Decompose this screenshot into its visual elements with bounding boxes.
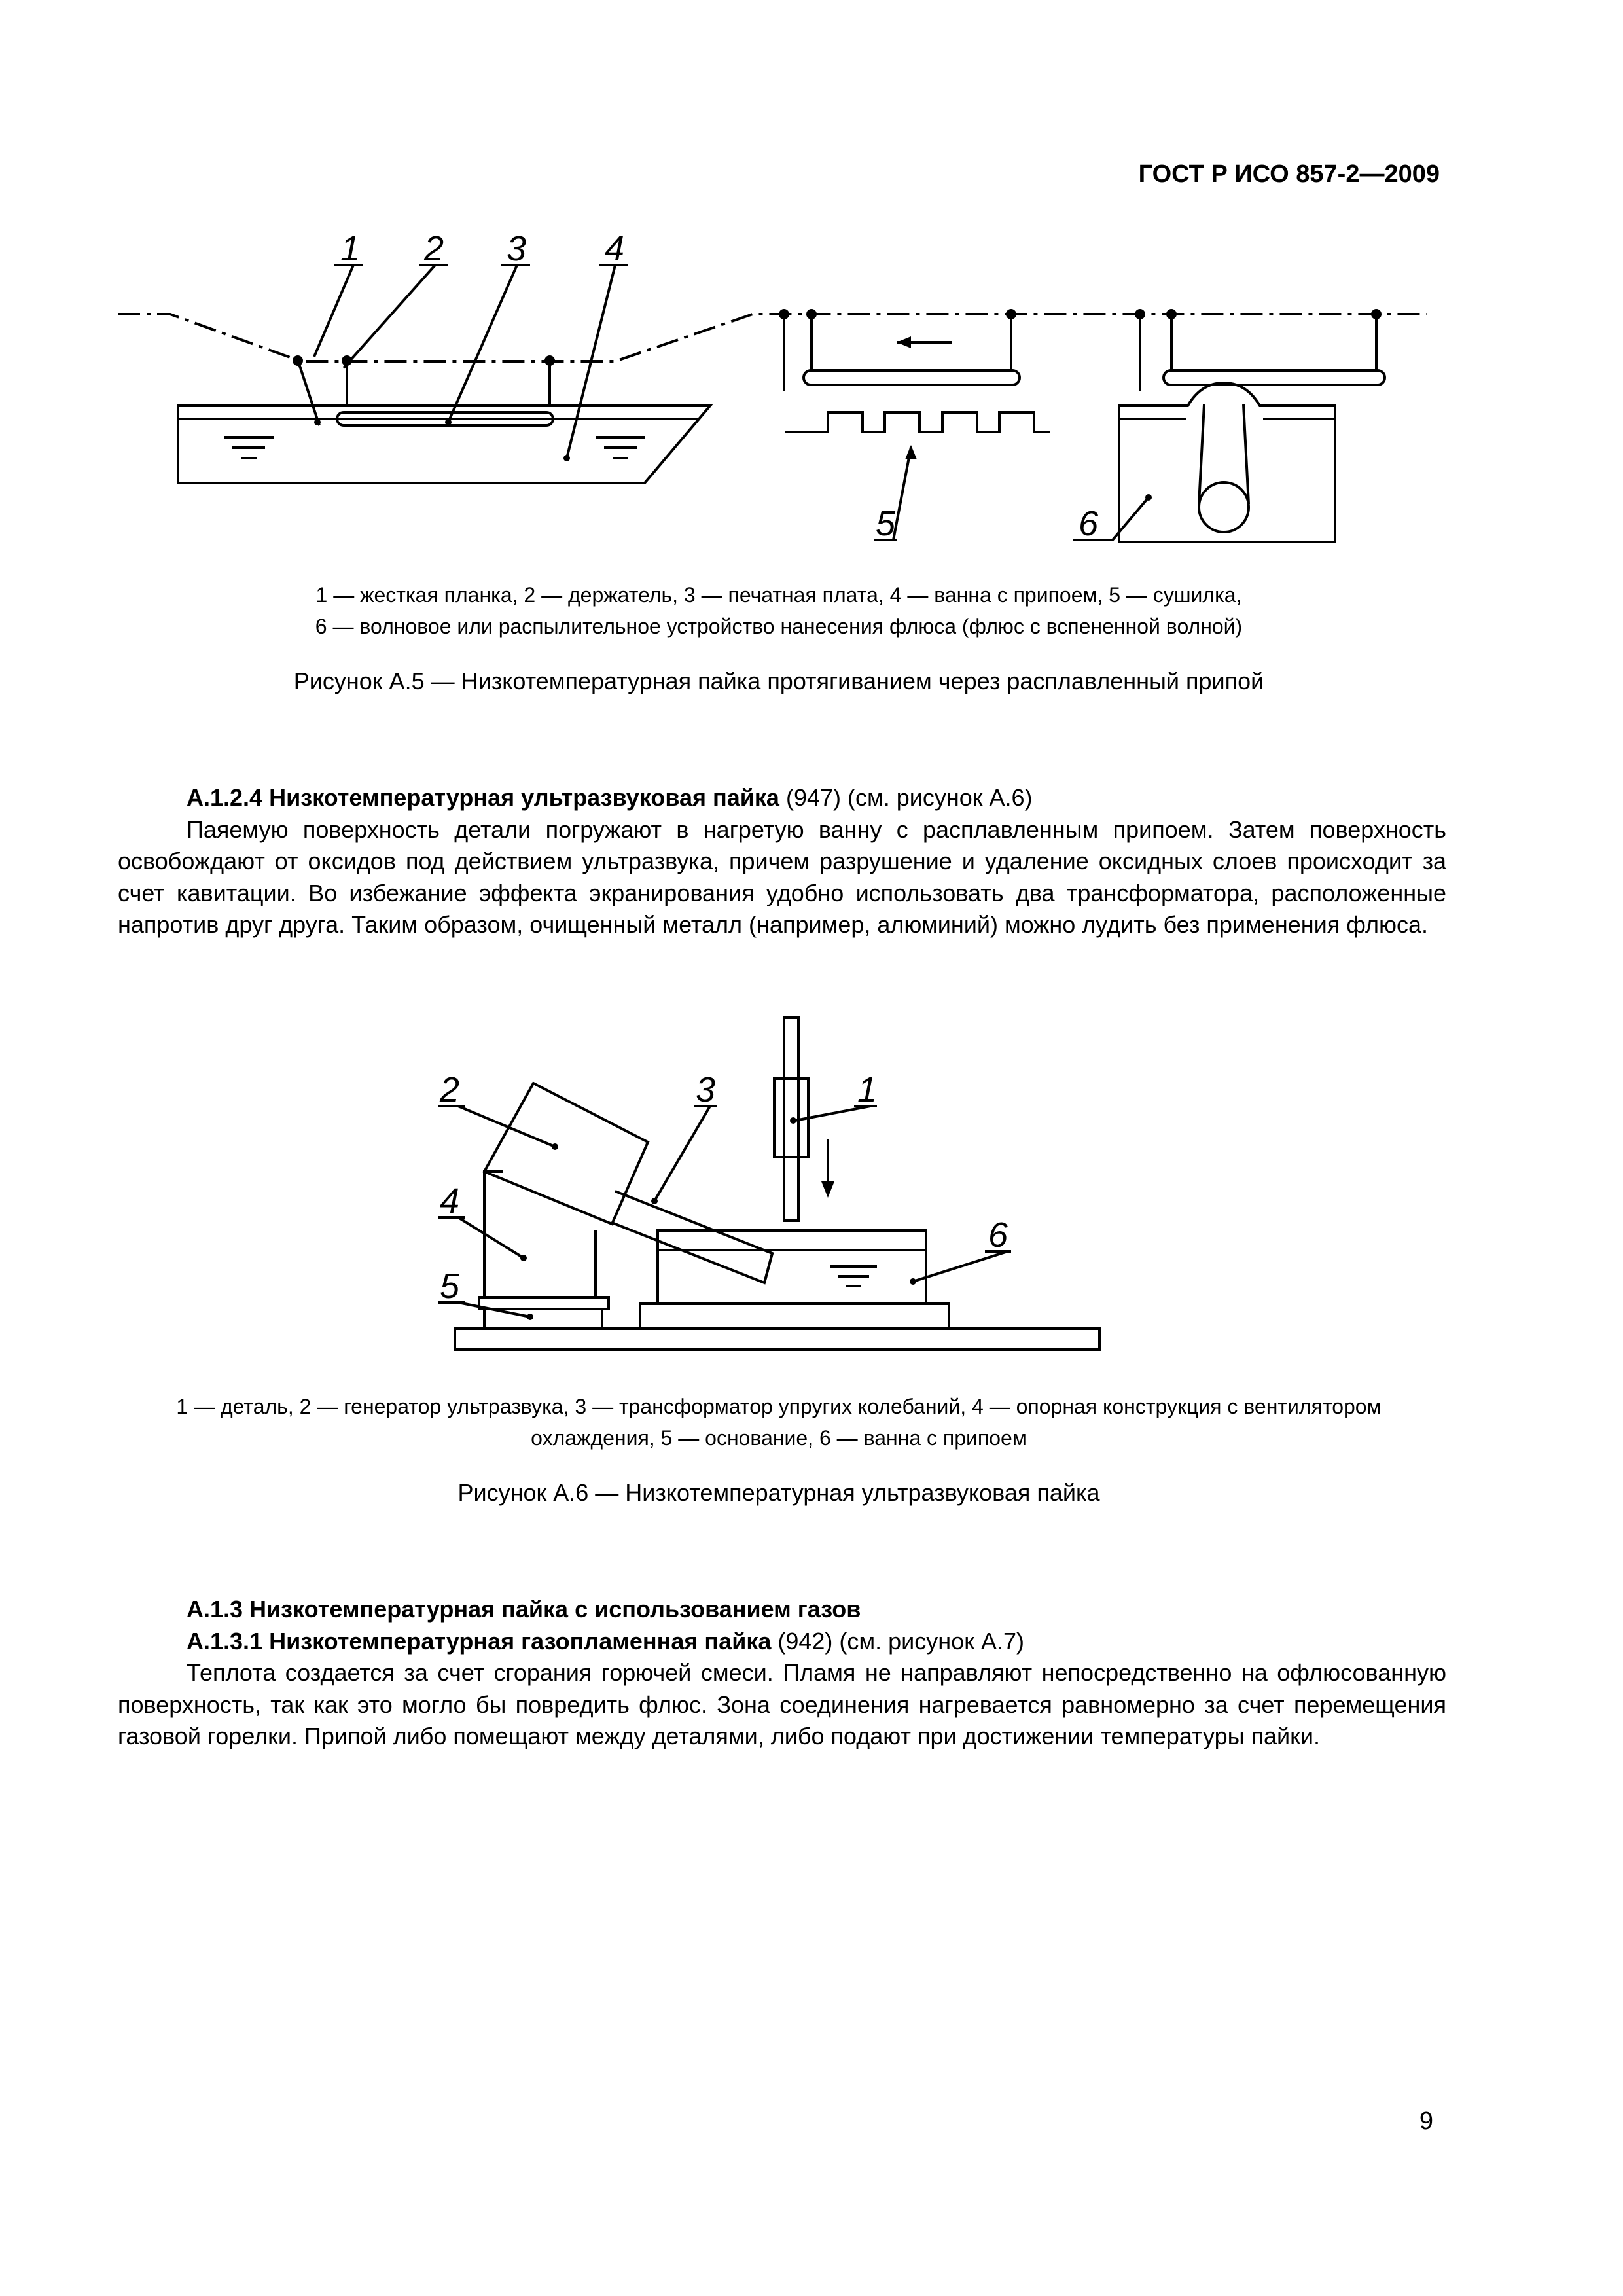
figure-a5-label-3: 3: [507, 229, 527, 268]
section-a124-heading: [118, 782, 1446, 814]
figure-a6-label-3: 3: [696, 1070, 716, 1109]
figure-a6-legend: [111, 1391, 1446, 1454]
section-a124-ref: (947) (см. рисунок А.6): [779, 784, 1033, 811]
section-a131-heading: [118, 1626, 1446, 1658]
section-a13-heading-text: А.1.3 Низкотемпературная пайка с использованием газов: [187, 1596, 861, 1623]
page-number: 9: [1419, 2108, 1433, 2135]
figure-a6-legend-line-2: охлаждения, 5 — основание, 6 — ванна с припоем: [531, 1426, 1027, 1450]
figure-a6-label-5: 5: [440, 1266, 460, 1306]
figure-a6-caption: Рисунок А.6 — Низкотемпературная ультразвуковая пайка: [457, 1479, 1100, 1506]
section-a131-title: Низкотемпературная газопламенная пайка: [269, 1627, 772, 1655]
section-a131-number: А.1.3.1: [187, 1627, 263, 1655]
section-a131-ref: (942) (см. рисунок А.7): [771, 1627, 1024, 1655]
figure-a5-label-2: 2: [424, 229, 444, 268]
figure-a6-label-6: 6: [988, 1215, 1008, 1255]
figure-a5-legend: [111, 579, 1446, 642]
figure-a5-label-4: 4: [605, 229, 625, 268]
figure-a6-drawing: [419, 1001, 1165, 1368]
figure-a6-legend-line-1: 1 — деталь, 2 — генератор ультразвука, 3 — трансформатор упругих колебаний, 4 — опорная конструкция с вентилятором: [176, 1395, 1382, 1418]
section-a13: [118, 1594, 1446, 1753]
figure-a5-label-1: 1: [340, 229, 361, 268]
section-a124-number: А.1.2.4: [187, 784, 263, 811]
section-a124-paragraph: Паяемую поверхность детали погружают в нагретую ванну с расплавленным припоем. Затем поверхность освобождают от оксидов под действием ультразвука, причем разрушение и удаление оксидных слоев происходит за счет кавитации. Во избежание эффекта экранирования удобно использовать два трансформатора, расположенные напротив друг друга. Таким образом, очищенный металл (например, алюминий) можно лудить без применения флюса.: [118, 816, 1446, 938]
figure-a5-label-6: 6: [1079, 504, 1099, 543]
figure-a5-label-5: 5: [876, 504, 896, 543]
figure-a6: [419, 1001, 1165, 1368]
section-a131-paragraph: Теплота создается за счет сгорания горючей смеси. Пламя не направляют непосредственно на офлюсованную поверхность, так как это могло бы повредить флюс. Зона соединения нагревается равномерно за счет перемещения газовой горелки. Припой либо помещают между деталями, либо подают при достижении температуры пайки.: [118, 1659, 1446, 1749]
figure-a5: [105, 223, 1479, 563]
figure-a5-caption: Рисунок А.5 — Низкотемпературная пайка протягиванием через расплавленный припой: [293, 668, 1264, 694]
section-a124-title: Низкотемпературная ультразвуковая пайка: [269, 784, 779, 811]
figure-a6-label-1: 1: [857, 1070, 878, 1109]
section-a124: [118, 782, 1446, 941]
figure-a5-drawing: [105, 223, 1479, 563]
document-code: ГОСТ Р ИСО 857-2—2009: [1138, 160, 1440, 188]
figure-a5-legend-line-2: 6 — волновое или распылительное устройство нанесения флюса (флюс с вспененной волной): [315, 615, 1243, 638]
figure-a6-label-4: 4: [440, 1181, 460, 1221]
figure-a6-label-2: 2: [440, 1070, 460, 1109]
figure-a5-legend-line-1: 1 — жесткая планка, 2 — держатель, 3 — печатная плата, 4 — ванна с припоем, 5 — сушилка,: [315, 583, 1242, 607]
section-a13-heading: [118, 1594, 1446, 1626]
